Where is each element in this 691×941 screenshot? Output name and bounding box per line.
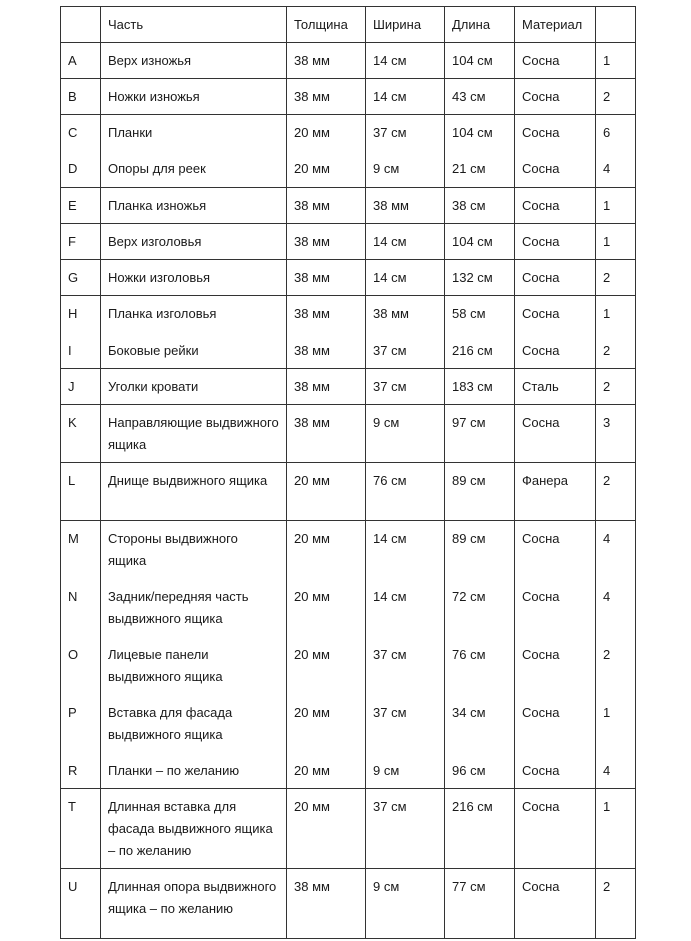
table-row bbox=[61, 333, 636, 369]
material-cell: Сосна bbox=[515, 753, 596, 789]
row-id-cell: T bbox=[61, 789, 101, 869]
row-id-cell: H bbox=[61, 296, 101, 333]
row-id-cell: I bbox=[61, 333, 101, 369]
part-name-cell: Планки – по желанию bbox=[101, 753, 287, 789]
quantity-cell: 2 bbox=[596, 260, 636, 296]
row-id-cell: B bbox=[61, 79, 101, 115]
length-cell: 21 см bbox=[445, 151, 515, 188]
length-cell: 216 см bbox=[445, 333, 515, 369]
material-cell: Сосна bbox=[515, 789, 596, 869]
row-id-cell: A bbox=[61, 43, 101, 79]
width-cell: 14 см bbox=[366, 521, 445, 579]
thickness-cell: 38 мм bbox=[287, 260, 366, 296]
width-cell: 37 см bbox=[366, 695, 445, 753]
part-name-cell: Верх изножья bbox=[101, 43, 287, 79]
thickness-cell: 20 мм bbox=[287, 521, 366, 579]
length-cell: 34 см bbox=[445, 695, 515, 753]
table-row bbox=[61, 521, 636, 579]
length-cell: 77 см bbox=[445, 869, 515, 939]
row-id-cell: R bbox=[61, 753, 101, 789]
part-name-cell: Длинная вставка для фасада выдвижного ящика – по желанию bbox=[101, 789, 287, 869]
width-cell: 14 см bbox=[366, 43, 445, 79]
row-id-cell: D bbox=[61, 151, 101, 188]
material-cell: Сталь bbox=[515, 369, 596, 405]
material-cell: Сосна bbox=[515, 151, 596, 188]
quantity-cell: 6 bbox=[596, 115, 636, 151]
quantity-cell: 4 bbox=[596, 521, 636, 579]
material-cell: Сосна bbox=[515, 188, 596, 224]
material-cell: Фанера bbox=[515, 463, 596, 521]
row-id-cell: J bbox=[61, 369, 101, 405]
part-name-cell: Лицевые панели выдвижного ящика bbox=[101, 637, 287, 695]
part-name-cell: Длинная опора выдвижного ящика – по желанию bbox=[101, 869, 287, 939]
length-cell: 72 см bbox=[445, 579, 515, 637]
row-id-cell: U bbox=[61, 869, 101, 939]
quantity-cell: 4 bbox=[596, 579, 636, 637]
thickness-cell: 38 мм bbox=[287, 369, 366, 405]
material-cell: Сосна bbox=[515, 333, 596, 369]
table-row bbox=[61, 753, 636, 789]
material-cell: Сосна bbox=[515, 405, 596, 463]
width-cell: 37 см bbox=[366, 369, 445, 405]
quantity-cell: 2 bbox=[596, 869, 636, 939]
width-cell: 37 см bbox=[366, 789, 445, 869]
header-cell-thickness: Толщина bbox=[287, 7, 366, 43]
row-id-cell: K bbox=[61, 405, 101, 463]
part-name-cell: Боковые рейки bbox=[101, 333, 287, 369]
row-id-cell: G bbox=[61, 260, 101, 296]
thickness-cell: 20 мм bbox=[287, 789, 366, 869]
thickness-cell: 38 мм bbox=[287, 79, 366, 115]
table-row bbox=[61, 296, 636, 333]
thickness-cell: 38 мм bbox=[287, 333, 366, 369]
header-cell-part: Часть bbox=[101, 7, 287, 43]
part-name-cell: Планка изножья bbox=[101, 188, 287, 224]
table-row bbox=[61, 789, 636, 869]
length-cell: 104 см bbox=[445, 43, 515, 79]
width-cell: 14 см bbox=[366, 260, 445, 296]
table-row bbox=[61, 43, 636, 79]
quantity-cell: 2 bbox=[596, 463, 636, 521]
quantity-cell: 3 bbox=[596, 405, 636, 463]
material-cell: Сосна bbox=[515, 869, 596, 939]
row-id-cell: O bbox=[61, 637, 101, 695]
material-cell: Сосна bbox=[515, 695, 596, 753]
table-row bbox=[61, 260, 636, 296]
quantity-cell: 4 bbox=[596, 753, 636, 789]
table-row bbox=[61, 405, 636, 463]
width-cell: 14 см bbox=[366, 224, 445, 260]
row-id-cell: P bbox=[61, 695, 101, 753]
length-cell: 89 см bbox=[445, 521, 515, 579]
row-id-cell: N bbox=[61, 579, 101, 637]
table-row bbox=[61, 637, 636, 695]
quantity-cell: 1 bbox=[596, 224, 636, 260]
length-cell: 58 см bbox=[445, 296, 515, 333]
header-cell-material: Материал bbox=[515, 7, 596, 43]
material-cell: Сосна bbox=[515, 43, 596, 79]
parts-table-body bbox=[61, 7, 636, 939]
length-cell: 76 см bbox=[445, 637, 515, 695]
width-cell: 9 см bbox=[366, 869, 445, 939]
width-cell: 37 см bbox=[366, 637, 445, 695]
length-cell: 216 см bbox=[445, 789, 515, 869]
header-cell-width: Ширина bbox=[366, 7, 445, 43]
table-row bbox=[61, 369, 636, 405]
thickness-cell: 20 мм bbox=[287, 463, 366, 521]
length-cell: 38 см bbox=[445, 188, 515, 224]
part-name-cell: Вставка для фасада выдвижного ящика bbox=[101, 695, 287, 753]
thickness-cell: 38 мм bbox=[287, 43, 366, 79]
quantity-cell: 1 bbox=[596, 43, 636, 79]
thickness-cell: 38 мм bbox=[287, 405, 366, 463]
table-row bbox=[61, 79, 636, 115]
part-name-cell: Опоры для реек bbox=[101, 151, 287, 188]
quantity-cell: 2 bbox=[596, 79, 636, 115]
material-cell: Сосна bbox=[515, 637, 596, 695]
part-name-cell: Днище выдвижного ящика bbox=[101, 463, 287, 521]
row-id-cell: M bbox=[61, 521, 101, 579]
width-cell: 37 см bbox=[366, 115, 445, 151]
thickness-cell: 20 мм bbox=[287, 637, 366, 695]
table-row bbox=[61, 188, 636, 224]
thickness-cell: 20 мм bbox=[287, 151, 366, 188]
length-cell: 89 см bbox=[445, 463, 515, 521]
quantity-cell: 2 bbox=[596, 637, 636, 695]
part-name-cell: Ножки изножья bbox=[101, 79, 287, 115]
quantity-cell: 4 bbox=[596, 151, 636, 188]
thickness-cell: 20 мм bbox=[287, 579, 366, 637]
width-cell: 38 мм bbox=[366, 188, 445, 224]
material-cell: Сосна bbox=[515, 296, 596, 333]
table-row bbox=[61, 115, 636, 151]
material-cell: Сосна bbox=[515, 579, 596, 637]
width-cell: 9 см bbox=[366, 151, 445, 188]
row-id-cell: L bbox=[61, 463, 101, 521]
length-cell: 97 см bbox=[445, 405, 515, 463]
quantity-cell: 2 bbox=[596, 369, 636, 405]
table-row bbox=[61, 224, 636, 260]
table-row bbox=[61, 579, 636, 637]
quantity-cell: 1 bbox=[596, 296, 636, 333]
row-id-cell: F bbox=[61, 224, 101, 260]
thickness-cell: 38 мм bbox=[287, 296, 366, 333]
thickness-cell: 38 мм bbox=[287, 188, 366, 224]
material-cell: Сосна bbox=[515, 260, 596, 296]
width-cell: 9 см bbox=[366, 753, 445, 789]
quantity-cell: 2 bbox=[596, 333, 636, 369]
quantity-cell: 1 bbox=[596, 695, 636, 753]
part-name-cell: Планки bbox=[101, 115, 287, 151]
thickness-cell: 20 мм bbox=[287, 695, 366, 753]
quantity-cell: 1 bbox=[596, 188, 636, 224]
parts-table bbox=[60, 6, 636, 939]
width-cell: 9 см bbox=[366, 405, 445, 463]
width-cell: 76 см bbox=[366, 463, 445, 521]
part-name-cell: Верх изголовья bbox=[101, 224, 287, 260]
table-row bbox=[61, 695, 636, 753]
material-cell: Сосна bbox=[515, 115, 596, 151]
width-cell: 14 см bbox=[366, 79, 445, 115]
length-cell: 132 см bbox=[445, 260, 515, 296]
table-row bbox=[61, 869, 636, 939]
thickness-cell: 38 мм bbox=[287, 224, 366, 260]
thickness-cell: 20 мм bbox=[287, 115, 366, 151]
length-cell: 183 см bbox=[445, 369, 515, 405]
header-cell-id bbox=[61, 7, 101, 43]
table-row bbox=[61, 463, 636, 521]
table-header-row bbox=[61, 7, 636, 43]
header-cell-length: Длина bbox=[445, 7, 515, 43]
thickness-cell: 20 мм bbox=[287, 753, 366, 789]
material-cell: Сосна bbox=[515, 224, 596, 260]
width-cell: 38 мм bbox=[366, 296, 445, 333]
part-name-cell: Планка изголовья bbox=[101, 296, 287, 333]
length-cell: 43 см bbox=[445, 79, 515, 115]
header-cell-quantity bbox=[596, 7, 636, 43]
width-cell: 14 см bbox=[366, 579, 445, 637]
part-name-cell: Направляющие выдвижного ящика bbox=[101, 405, 287, 463]
part-name-cell: Задник/передняя часть выдвижного ящика bbox=[101, 579, 287, 637]
part-name-cell: Уголки кровати bbox=[101, 369, 287, 405]
width-cell: 37 см bbox=[366, 333, 445, 369]
material-cell: Сосна bbox=[515, 521, 596, 579]
length-cell: 104 см bbox=[445, 224, 515, 260]
length-cell: 96 см bbox=[445, 753, 515, 789]
row-id-cell: C bbox=[61, 115, 101, 151]
row-id-cell: E bbox=[61, 188, 101, 224]
table-row bbox=[61, 151, 636, 188]
part-name-cell: Ножки изголовья bbox=[101, 260, 287, 296]
material-cell: Сосна bbox=[515, 79, 596, 115]
part-name-cell: Стороны выдвижного ящика bbox=[101, 521, 287, 579]
thickness-cell: 38 мм bbox=[287, 869, 366, 939]
length-cell: 104 см bbox=[445, 115, 515, 151]
quantity-cell: 1 bbox=[596, 789, 636, 869]
